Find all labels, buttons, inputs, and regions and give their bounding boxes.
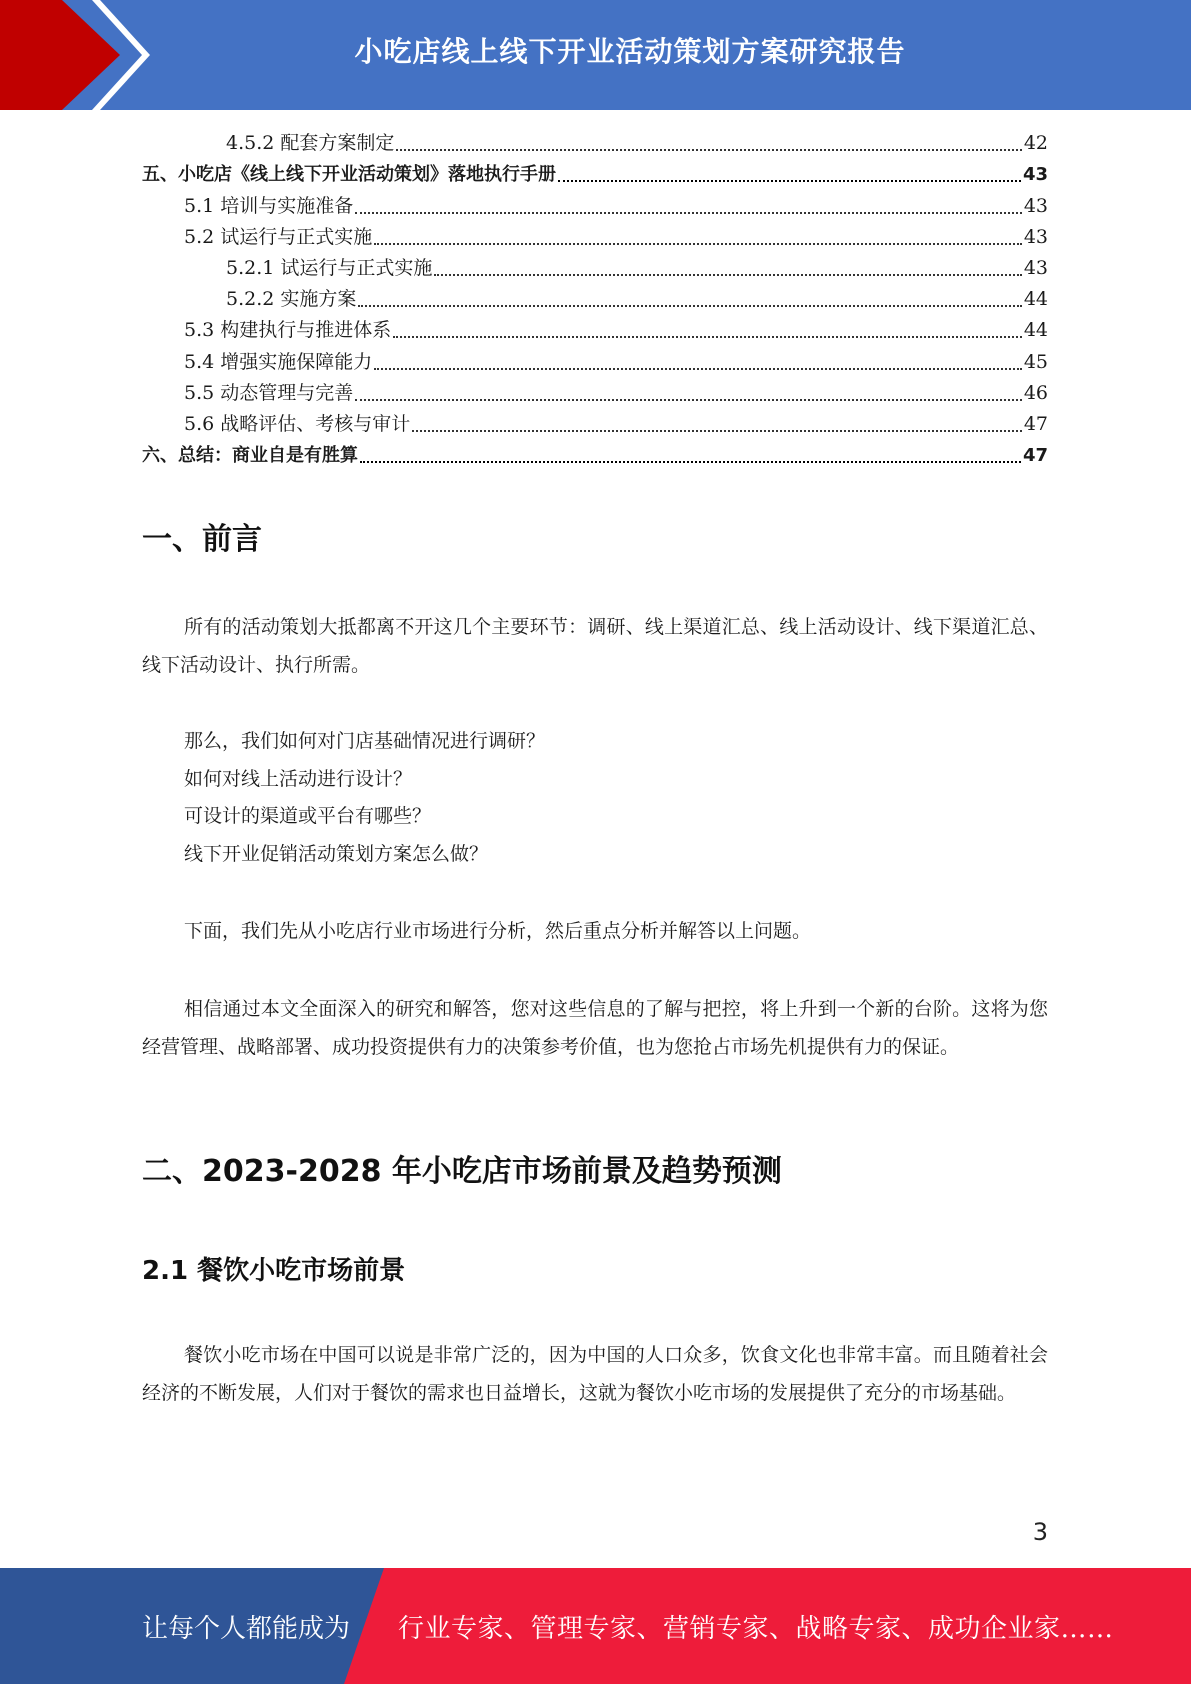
toc-item[interactable] [142,378,1048,409]
toc-item[interactable] [142,315,1048,346]
toc-item-text: 5.1 培训与实施准备 [184,194,354,217]
toc-item-text: 5.2 试运行与正式实施 [184,225,373,248]
toc-item[interactable] [142,253,1048,284]
question-line: 可设计的渠道或平台有哪些？ [184,805,432,827]
question-line: 线下开业促销活动策划方案怎么做？ [184,843,489,865]
toc-leader [558,180,1021,182]
toc-item[interactable] [142,128,1048,159]
toc-item-page: 43 [1022,164,1048,186]
toc-leader [396,149,1021,151]
paragraph: 下面，我们先从小吃店行业市场进行分析，然后重点分析并解答以上问题。 [184,920,812,942]
toc-item-text: 5.6 战略评估、考核与审计 [184,412,411,435]
toc-item-page: 46 [1023,381,1048,404]
toc-item-page: 45 [1023,350,1048,373]
toc-item-text: 5.2.2 实施方案 [226,288,357,311]
toc-item[interactable] [142,159,1048,190]
paragraph: 所有的活动策划大抵都离不开这几个主要环节：调研、线上渠道汇总、线上活动设计、线下渠道汇总、线下活动设计、执行所需。 [142,616,1048,676]
header-title: 小吃店线上线下开业活动策划方案研究报告 [354,35,906,68]
page-header [0,0,1191,110]
toc-item-text: 六、总结：商业自是有胜算 [142,445,358,467]
question-line: 如何对线上活动进行设计？ [184,768,413,790]
toc-item-page: 42 [1023,132,1048,155]
toc-item-text: 5.4 增强实施保障能力 [184,350,373,373]
toc-item[interactable] [142,409,1048,440]
toc-leader [374,243,1022,245]
toc-item[interactable] [142,284,1048,315]
section-heading-market-outlook: 二、2023-2028 年小吃店市场前景及趋势预测 [142,1154,782,1189]
toc-item-page: 43 [1023,256,1048,279]
toc-leader [393,336,1022,338]
header-chevron-decoration [0,0,160,110]
toc-leader [355,399,1022,401]
toc-leader [355,212,1022,214]
toc-item[interactable] [142,440,1048,471]
page-number: 3 [1032,1518,1048,1546]
paragraph: 餐饮小吃市场在中国可以说是非常广泛的，因为中国的人口众多，饮食文化也非常丰富。而且随着社会经济的不断发展，人们对于餐饮的需求也日益增长，这就为餐饮小吃市场的发展提供了充分的市场基础。 [142,1344,1048,1404]
table-of-contents [142,128,1048,471]
section-heading-preface: 一、前言 [142,522,262,557]
toc-item[interactable] [142,190,1048,221]
toc-item-page: 43 [1023,225,1048,248]
toc-leader [360,461,1021,463]
toc-item-page: 44 [1023,288,1048,311]
toc-leader [434,274,1021,276]
toc-item-text: 5.2.1 试运行与正式实施 [226,256,433,279]
footer-slogan-lead: 让每个人都能成为 [142,1614,351,1644]
toc-item-text: 5.5 动态管理与完善 [184,381,354,404]
toc-item-page: 44 [1023,319,1048,342]
toc-item[interactable] [142,222,1048,253]
toc-leader [412,430,1022,432]
toc-item-text: 4.5.2 配套方案制定 [226,132,395,155]
toc-item-page: 43 [1023,194,1048,217]
toc-item-text: 五、小吃店《线上线下开业活动策划》落地执行手册 [142,164,556,186]
toc-item[interactable] [142,346,1048,377]
page-footer [0,1568,1191,1684]
toc-leader [374,368,1022,370]
toc-leader [358,305,1021,307]
subsection-heading: 2.1 餐饮小吃市场前景 [142,1256,406,1286]
toc-item-page: 47 [1022,445,1048,467]
toc-item-text: 5.3 构建执行与推进体系 [184,319,392,342]
toc-item-page: 47 [1023,412,1048,435]
paragraph: 相信通过本文全面深入的研究和解答，您对这些信息的了解与把控，将上升到一个新的台阶。这将为您经营管理、战略部署、成功投资提供有力的决策参考价值，也为您抢占市场先机提供有力的保证。 [142,998,1048,1058]
footer-slogan-roles: 行业专家、管理专家、营销专家、战略专家、成功企业家…… [398,1614,1114,1644]
question-line: 那么，我们如何对门店基础情况进行调研？ [184,730,546,752]
